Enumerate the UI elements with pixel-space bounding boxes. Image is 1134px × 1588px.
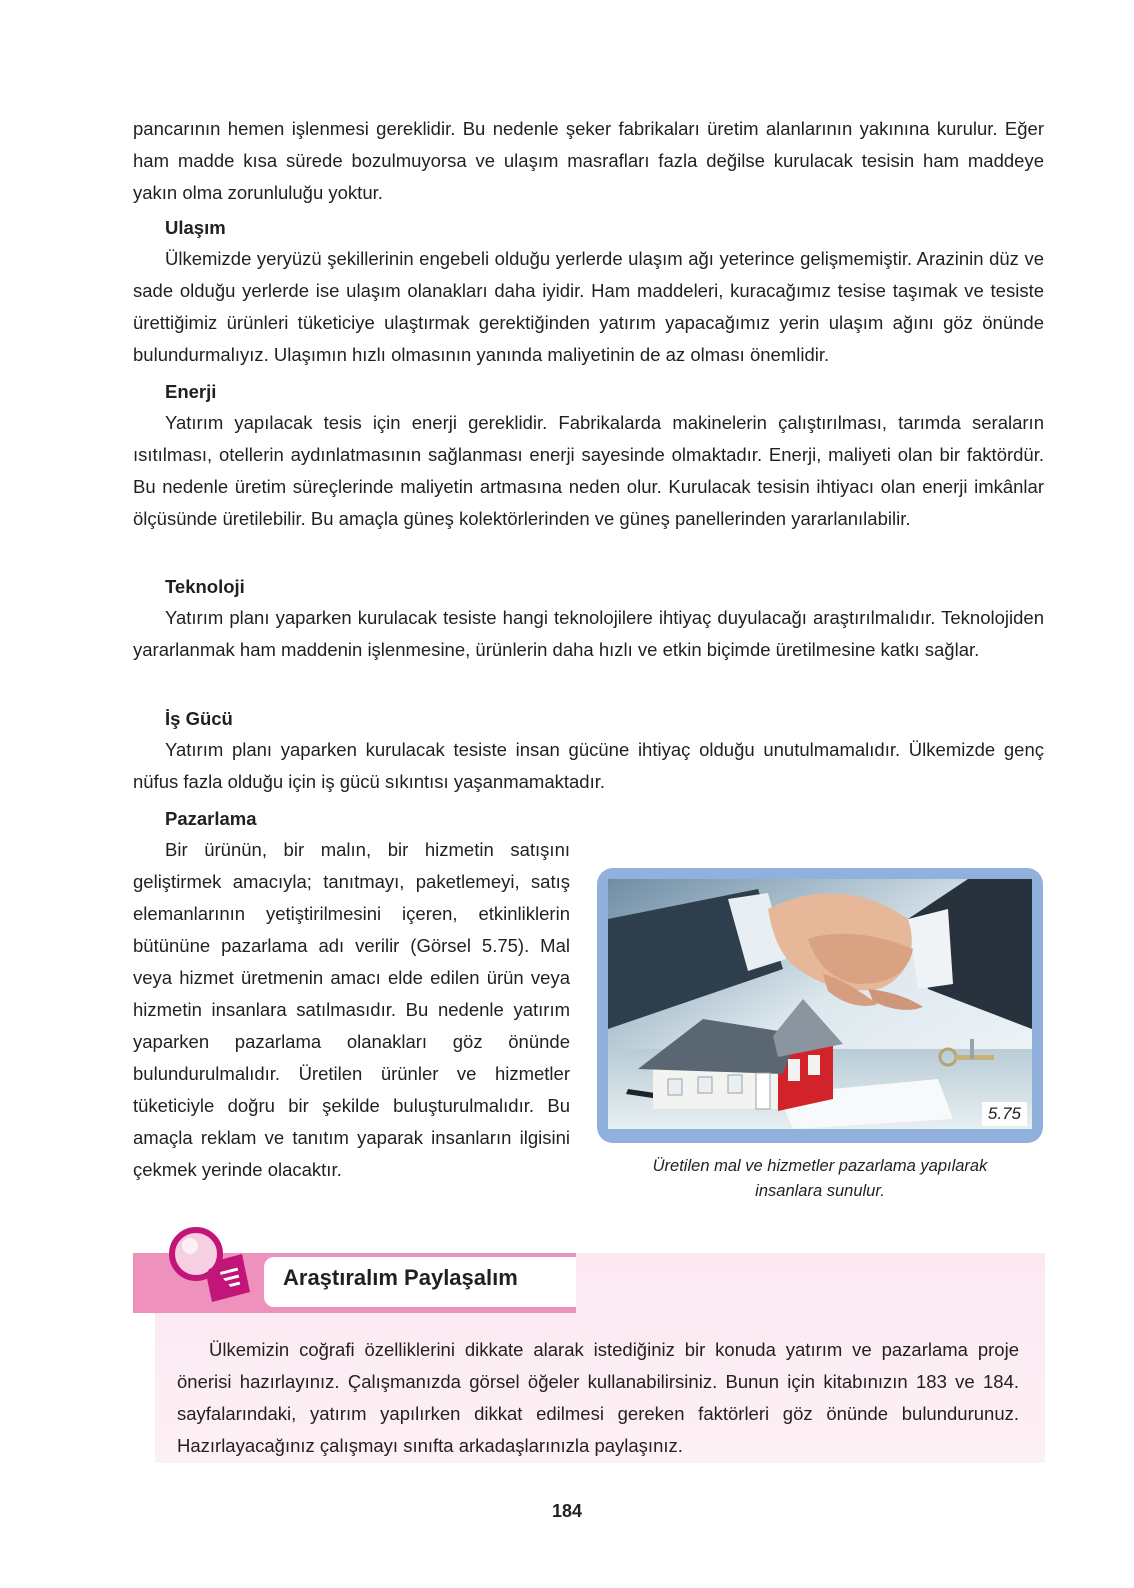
activity-title: Araştıralım Paylaşalım [283, 1265, 518, 1290]
figure-number-label: 5.75 [982, 1102, 1027, 1126]
ulasim-paragraph: Ülkemizde yeryüzü şekillerinin engebeli olduğu yerlerde ulaşım ağı yeterince gelişmemiştir. Arazinin düz ve sade olduğu yerlerde ise ulaşım olanakları daha iyidir. Ham maddeleri, kuracağımız tesise taşımak ve tesiste ürettiğimiz ürünleri tüketiciye ulaştırmak gerektiğinden yatırım yapacağımız yerin ulaşım ağını göz önünde bulundurmalıyız. Ulaşımın hızlı olmasının yanında maliyetinin de az olması önemlidir. [133, 248, 1044, 365]
heading-teknoloji: Teknoloji [165, 576, 245, 597]
handshake-house-photo [608, 879, 1032, 1129]
heading-isgucu: İş Gücü [165, 708, 233, 729]
activity-paragraph: Ülkemizin coğrafi özelliklerini dikkate alarak istediğiniz bir konuda yatırım ve pazarlama proje önerisi hazırlayınız. Çalışmanızda görsel öğeler kullanabilirsiniz. Bunun için kitabınızın 183 ve 184. sayfalarındaki, yatırım yapılırken dikkat edilmesi gereken faktörleri göz önünde bulundurunuz. Hazırlayacağınız çalışmayı sınıfta arkadaşlarınızla paylaşınız. [177, 1339, 1019, 1456]
figure-caption: Üretilen mal ve hizmetler pazarlama yapılarak insanlara sunulur. [652, 1157, 988, 1200]
teknoloji-paragraph: Yatırım planı yaparken kurulacak tesiste hangi teknolojilere ihtiyaç duyulacağı araştırılmalıdır. Teknolojiden yararlanmak ham maddenin işlenmesine, ürünlerin daha hızlı ve etkin biçimde üretilmesine katkı sağlar. [133, 607, 1044, 660]
heading-ulasim: Ulaşım [165, 217, 226, 238]
isgucu-paragraph: Yatırım planı yaparken kurulacak tesiste insan gücüne ihtiyaç olduğu unutulmamalıdır. Ülkemizde genç nüfus fazla olduğu için iş gücü sıkıntısı yaşanmamaktadır. [133, 739, 1044, 792]
pazarlama-paragraph: Bir ürünün, bir malın, bir hizmetin satışını geliştirmek amacıyla; tanıtmayı, paketlemeyi, satış elemanlarının yetiştirilmesini içeren, etkinliklerin bütününe pazarlama adı verilir (Görsel 5.75). Mal veya hizmet üretmenin amacı elde edilen ürün veya hizmetin insanlara satılmasıdır. Bu nedenle yatırım yaparken pazarlama olanakları göz önünde bulundurulmalıdır. Üretilen ürünler ve hizmetler tüketiciyle doğru bir şekilde buluşturulmalıdır. Bu amaçla reklam ve tanıtım yaparak insanların ilgisini çekmek yerinde olacaktır. [133, 839, 570, 1180]
page-number: 184 [551, 1501, 583, 1521]
intro-paragraph: pancarının hemen işlenmesi gereklidir. Bu nedenle şeker fabrikaları üretim alanlarının yakınına kurulur. Eğer ham madde kısa sürede bozulmuyorsa ve ulaşım masrafları fazla değilse kurulacak tesisin ham maddeye yakın olma zorunluluğu yoktur. [133, 118, 1044, 203]
magnifier-document-icon [164, 1226, 264, 1312]
figure-frame [597, 868, 1043, 1143]
heading-enerji: Enerji [165, 381, 217, 402]
heading-pazarlama: Pazarlama [165, 808, 257, 829]
enerji-paragraph: Yatırım yapılacak tesis için enerji gereklidir. Fabrikalarda makinelerin çalıştırılması, tarımda seraların ısıtılması, otellerin aydınlatmasının sağlanması enerji sayesinde olmaktadır. Enerji, maliyeti olan bir faktördür. Bu nedenle üretim süreçlerinde maliyetin artmasına neden olur. Kurulacak tesisin ihtiyacı olan enerji imkânlar ölçüsünde üretilebilir. Bu amaçla güneş kolektörlerinden ve güneş panellerinden yararlanılabilir. [133, 412, 1044, 529]
